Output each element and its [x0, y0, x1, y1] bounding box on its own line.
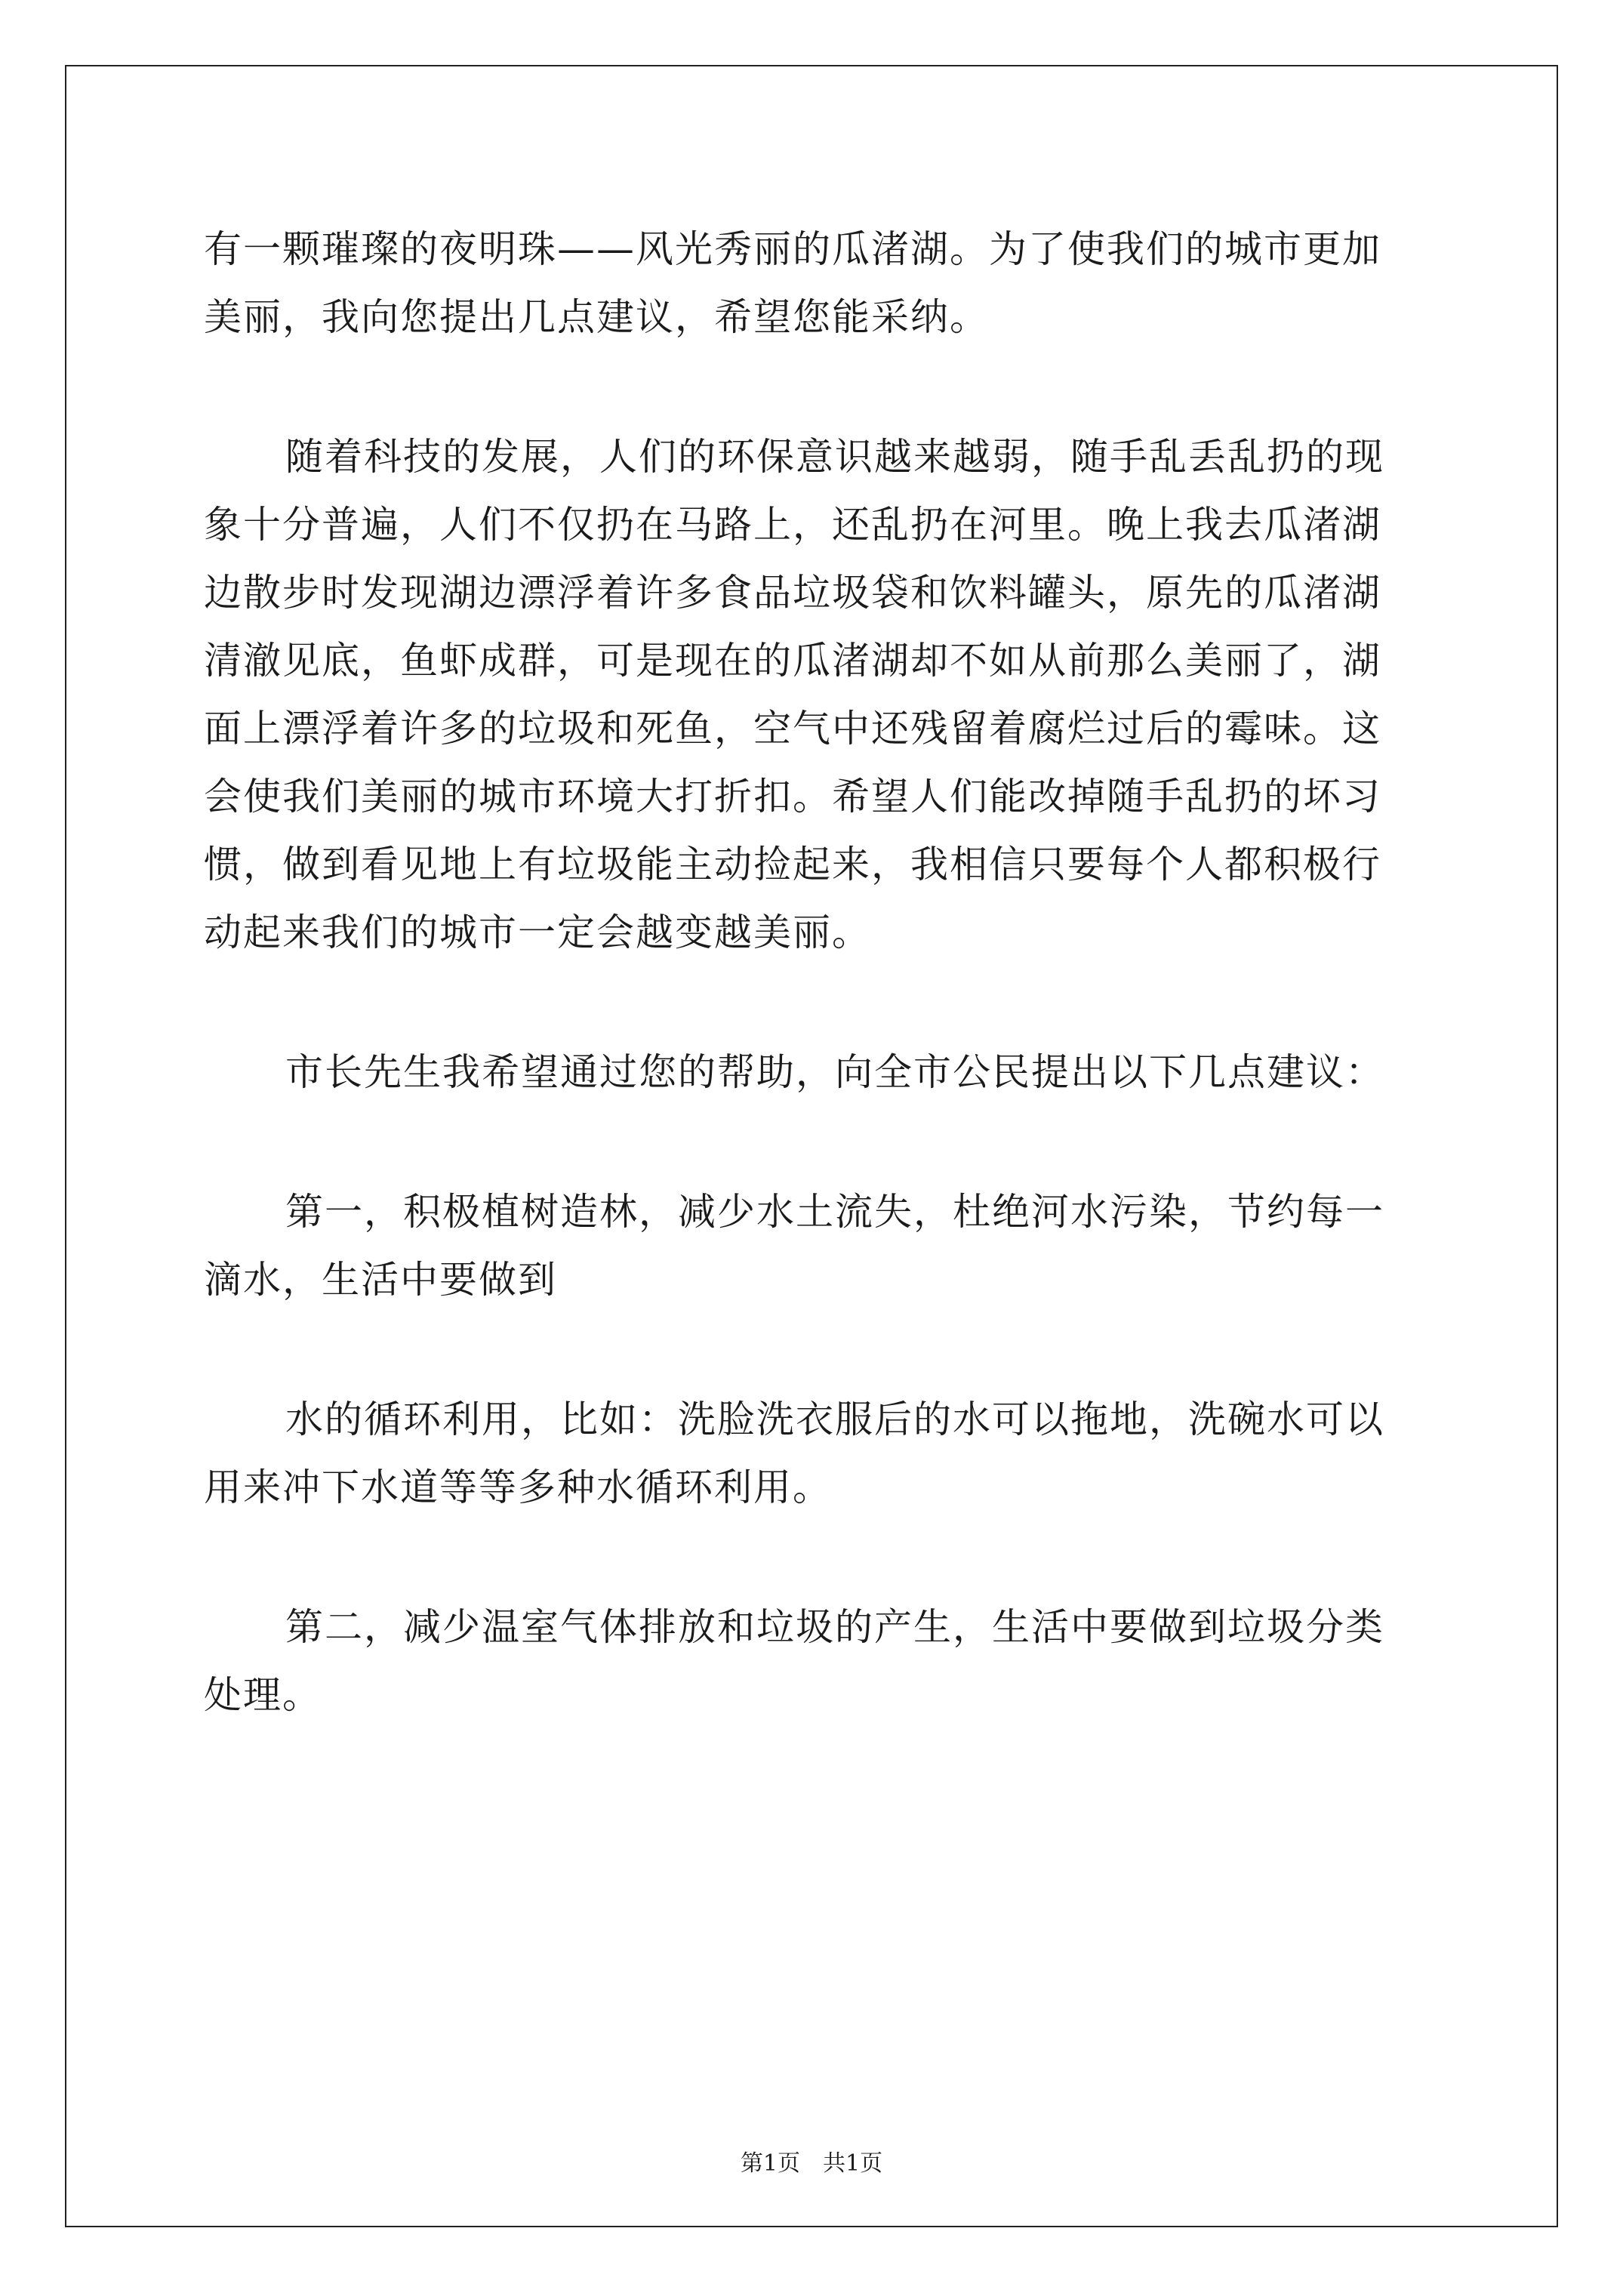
paragraph	[204, 423, 1427, 966]
text-line: 动起来我们的城市一定会越变越美丽。	[204, 911, 871, 954]
text-line: 象十分普遍，人们不仅扔在马路上，还乱扔在河里。晚上我去瓜渚湖	[204, 503, 1381, 547]
text-line: 美丽，我向您提出几点建议，希望您能采纳。	[204, 295, 989, 339]
text-line: 面上漂浮着许多的垃圾和死鱼，空气中还残留着腐烂过后的霉味。这	[204, 707, 1381, 750]
text-line: 处理。	[204, 1673, 322, 1717]
text-line: 水的循环利用，比如：洗脸洗衣服后的水可以拖地，洗碗水可以	[285, 1398, 1384, 1441]
text-line: 第二，减少温室气体排放和垃圾的产生，生活中要做到垃圾分类	[285, 1605, 1384, 1649]
text-line: 会使我们美丽的城市环境大打折扣。希望人们能改掉随手乱扔的坏习	[204, 775, 1381, 818]
text-line: 用来冲下水道等等多种水循环利用。	[204, 1465, 832, 1509]
paragraph	[204, 1593, 1427, 1729]
paragraph	[204, 1038, 1427, 1106]
text-line: 滴水，生活中要做到	[204, 1258, 557, 1302]
text-line: 边散步时发现湖边漂浮着许多食品垃圾袋和饮料罐头，原先的瓜渚湖	[204, 571, 1381, 615]
paragraph	[204, 1385, 1427, 1521]
text-line: 随着科技的发展，人们的环保意识越来越弱，随手乱丢乱扔的现	[285, 435, 1384, 479]
document-body	[204, 215, 1427, 1729]
text-line: 市长先生我希望通过您的帮助，向全市公民提出以下几点建议：	[285, 1050, 1384, 1094]
text-line: 惯，做到看见地上有垃圾能主动捡起来，我相信只要每个人都积极行	[204, 843, 1381, 886]
text-line: 清澈见底，鱼虾成群，可是现在的瓜渚湖却不如从前那么美丽了，湖	[204, 639, 1381, 683]
text-line: 有一颗璀璨的夜明珠——风光秀丽的瓜渚湖。为了使我们的城市更加	[204, 227, 1381, 271]
page-number: 第1页 共1页	[740, 2150, 883, 2177]
text-line: 第一，积极植树造林，减少水土流失，杜绝河水污染，节约每一	[285, 1190, 1384, 1234]
paragraph	[204, 215, 1427, 351]
paragraph	[204, 1178, 1427, 1314]
